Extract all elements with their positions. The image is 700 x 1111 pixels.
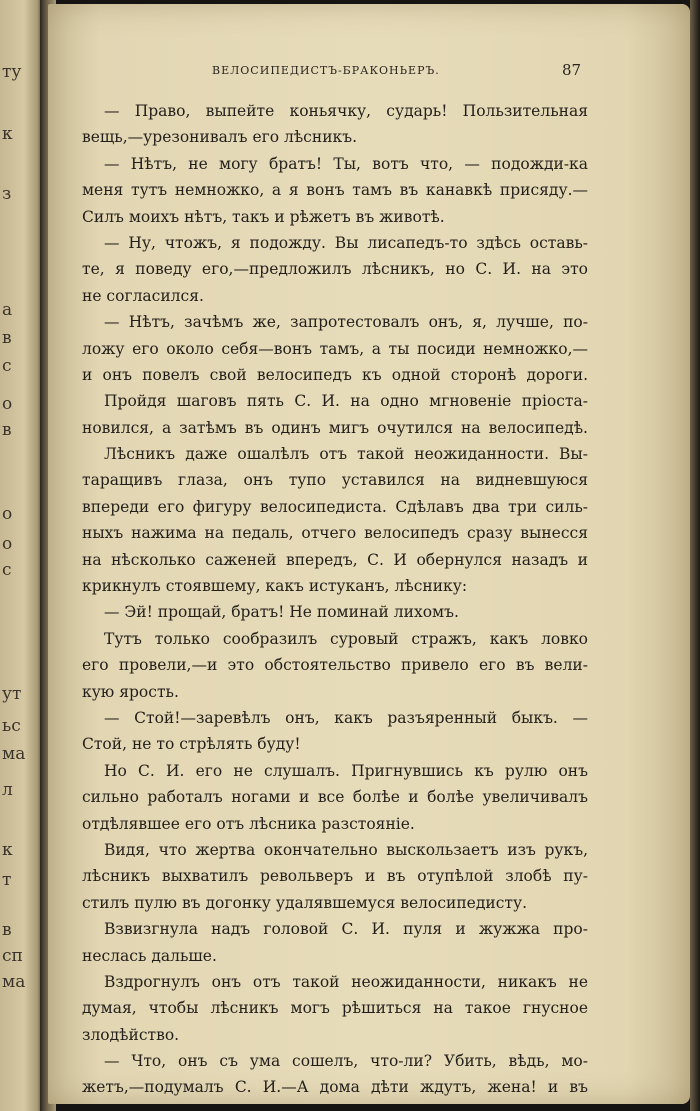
previous-page-fragment: в — [2, 420, 12, 440]
previous-page-fragment: о — [2, 534, 13, 554]
text-line: Но С. И. его не слушалъ. Пригнувшись къ рулю онъ — [104, 761, 588, 780]
previous-page-fragment: к — [2, 840, 13, 860]
text-line: меня тутъ немножко, а я вонъ тамъ въ канавкѣ присяду.— — [82, 181, 588, 200]
text-line: — Эй! прощай, братъ! Не поминай лихомъ. — [104, 603, 459, 622]
previous-page-fragment: а — [2, 300, 13, 320]
text-line: Тутъ только сообразилъ суровый стражъ, какъ ловко — [104, 629, 588, 648]
text-line: таращивъ глаза, онъ тупо уставился на видневшуюся — [82, 471, 588, 490]
text-line: те, я поведу его,—предложилъ лѣсникъ, но С. И. на это — [82, 260, 588, 279]
previous-page-fragment: з — [2, 184, 12, 204]
previous-page-fragment: в — [2, 328, 12, 348]
previous-page-fragment: к — [2, 124, 13, 144]
text-line: крикнулъ стоявшему, какъ истуканъ, лѣснику: — [82, 577, 468, 596]
text-line: Лѣсникъ даже ошалѣлъ отъ такой неожиданности. Вы- — [104, 445, 588, 464]
previous-page-fragment: с — [2, 560, 12, 580]
text-line: думая, чтобы лѣсникъ могъ рѣшиться на такое гнусное — [82, 999, 588, 1018]
text-line: Силъ моихъ нѣтъ, такъ и рѣжетъ въ животѣ. — [82, 207, 445, 226]
text-line: Пройдя шаговъ пять С. И. на одно мгновеніе пріоста- — [104, 392, 588, 411]
text-line: и онъ повелъ свой велосипедъ къ одной сторонѣ дороги. — [82, 365, 588, 384]
previous-page-fragment: сп — [2, 946, 23, 966]
previous-page-fragment: о — [2, 504, 13, 524]
text-line: — Право, выпейте коньячку, сударь! Пользительная — [104, 102, 588, 120]
previous-page-fragment: ту — [2, 62, 22, 82]
text-line: Стой, не то стрѣлять буду! — [82, 735, 301, 754]
text-line: Видя, что жертва окончательно выскользаетъ изъ рукъ, — [104, 840, 588, 859]
text-line: Вздрогнулъ онъ отъ такой неожиданности, никакъ не — [104, 972, 588, 991]
text-line: злодѣйство. — [82, 1025, 180, 1044]
text-line: сильно работалъ ногами и все болѣе и болѣе увеличивалъ — [82, 788, 588, 807]
previous-page-fragment: ма — [2, 972, 26, 992]
text-line: — Что, онъ съ ума сошелъ, что-ли? Убить, вѣдь, мо- — [104, 1052, 588, 1071]
text-line: кую ярость. — [82, 682, 179, 701]
text-line: лѣсникъ выхватилъ револьверъ и въ отупѣлой злобѣ пу- — [82, 867, 588, 886]
text-line: новился, а затѣмъ въ одинъ мигъ очутился на велосипедѣ. — [82, 418, 588, 437]
previous-page-fragment: с — [2, 356, 12, 376]
text-line: — Нѣтъ, зачѣмъ же, запротестовалъ онъ, я, лучше, по- — [104, 313, 588, 332]
previous-page-fragment: ьс — [2, 716, 21, 736]
text-line: Взвизгнула надъ головой С. И. пуля и жужжа про- — [104, 920, 588, 939]
previous-page-fragment: о — [2, 394, 13, 414]
previous-page-fragment: ма — [2, 744, 26, 764]
text-line: — Нѣтъ, не могу братъ! Ты, вотъ что, — подожди-ка — [104, 154, 588, 173]
text-line: — Стой!—заревѣлъ онъ, какъ разъяренный быкъ. — — [104, 708, 588, 727]
text-line: отдѣлявшее его отъ лѣсника разстояніе. — [82, 814, 415, 833]
text-line: жетъ,—подумалъ С. И.—А дома дѣти ждутъ, жена! и въ — [82, 1078, 588, 1097]
text-line: на нѣсколько саженей впередъ, С. И обернулся назадъ и — [82, 550, 588, 569]
text-line: неслась дальше. — [82, 946, 217, 965]
text-line: ложу его около себя—вонъ тамъ, а ты посиди немножко,— — [82, 339, 588, 358]
text-line: стилъ пулю въ догонку удалявшемуся велосипедисту. — [82, 893, 528, 912]
previous-page-fragment: в — [2, 920, 12, 940]
previous-page-edge — [0, 0, 44, 1111]
text-line: — Ну, чтожъ, я подожду. Вы лисапедъ-то здѣсь оставь- — [104, 233, 588, 252]
page-text — [82, 98, 588, 1101]
previous-page-fragment: л — [2, 780, 13, 800]
text-line: его провели,—и это обстоятельство привело его въ вели- — [82, 656, 588, 675]
text-line: не согласился. — [82, 286, 204, 305]
running-head-title: ВЕЛОСИПЕДИСТЪ-БРАКОНЬЕРЪ. — [212, 64, 440, 77]
text-line: ныхъ нажима на педаль, отчего велосипедъ сразу вынесся — [82, 524, 588, 543]
previous-page-fragment: т — [2, 870, 12, 890]
text-line: впереди его фигуру велосипедиста. Сдѣлавъ два три силь- — [82, 497, 588, 516]
previous-page-fragment: ут — [2, 684, 22, 704]
page-number: 87 — [562, 61, 582, 79]
running-head — [0, 61, 700, 84]
text-line: вещь,—урезонивалъ его лѣсникъ. — [82, 128, 358, 147]
page-edge-shadow — [690, 0, 700, 1111]
